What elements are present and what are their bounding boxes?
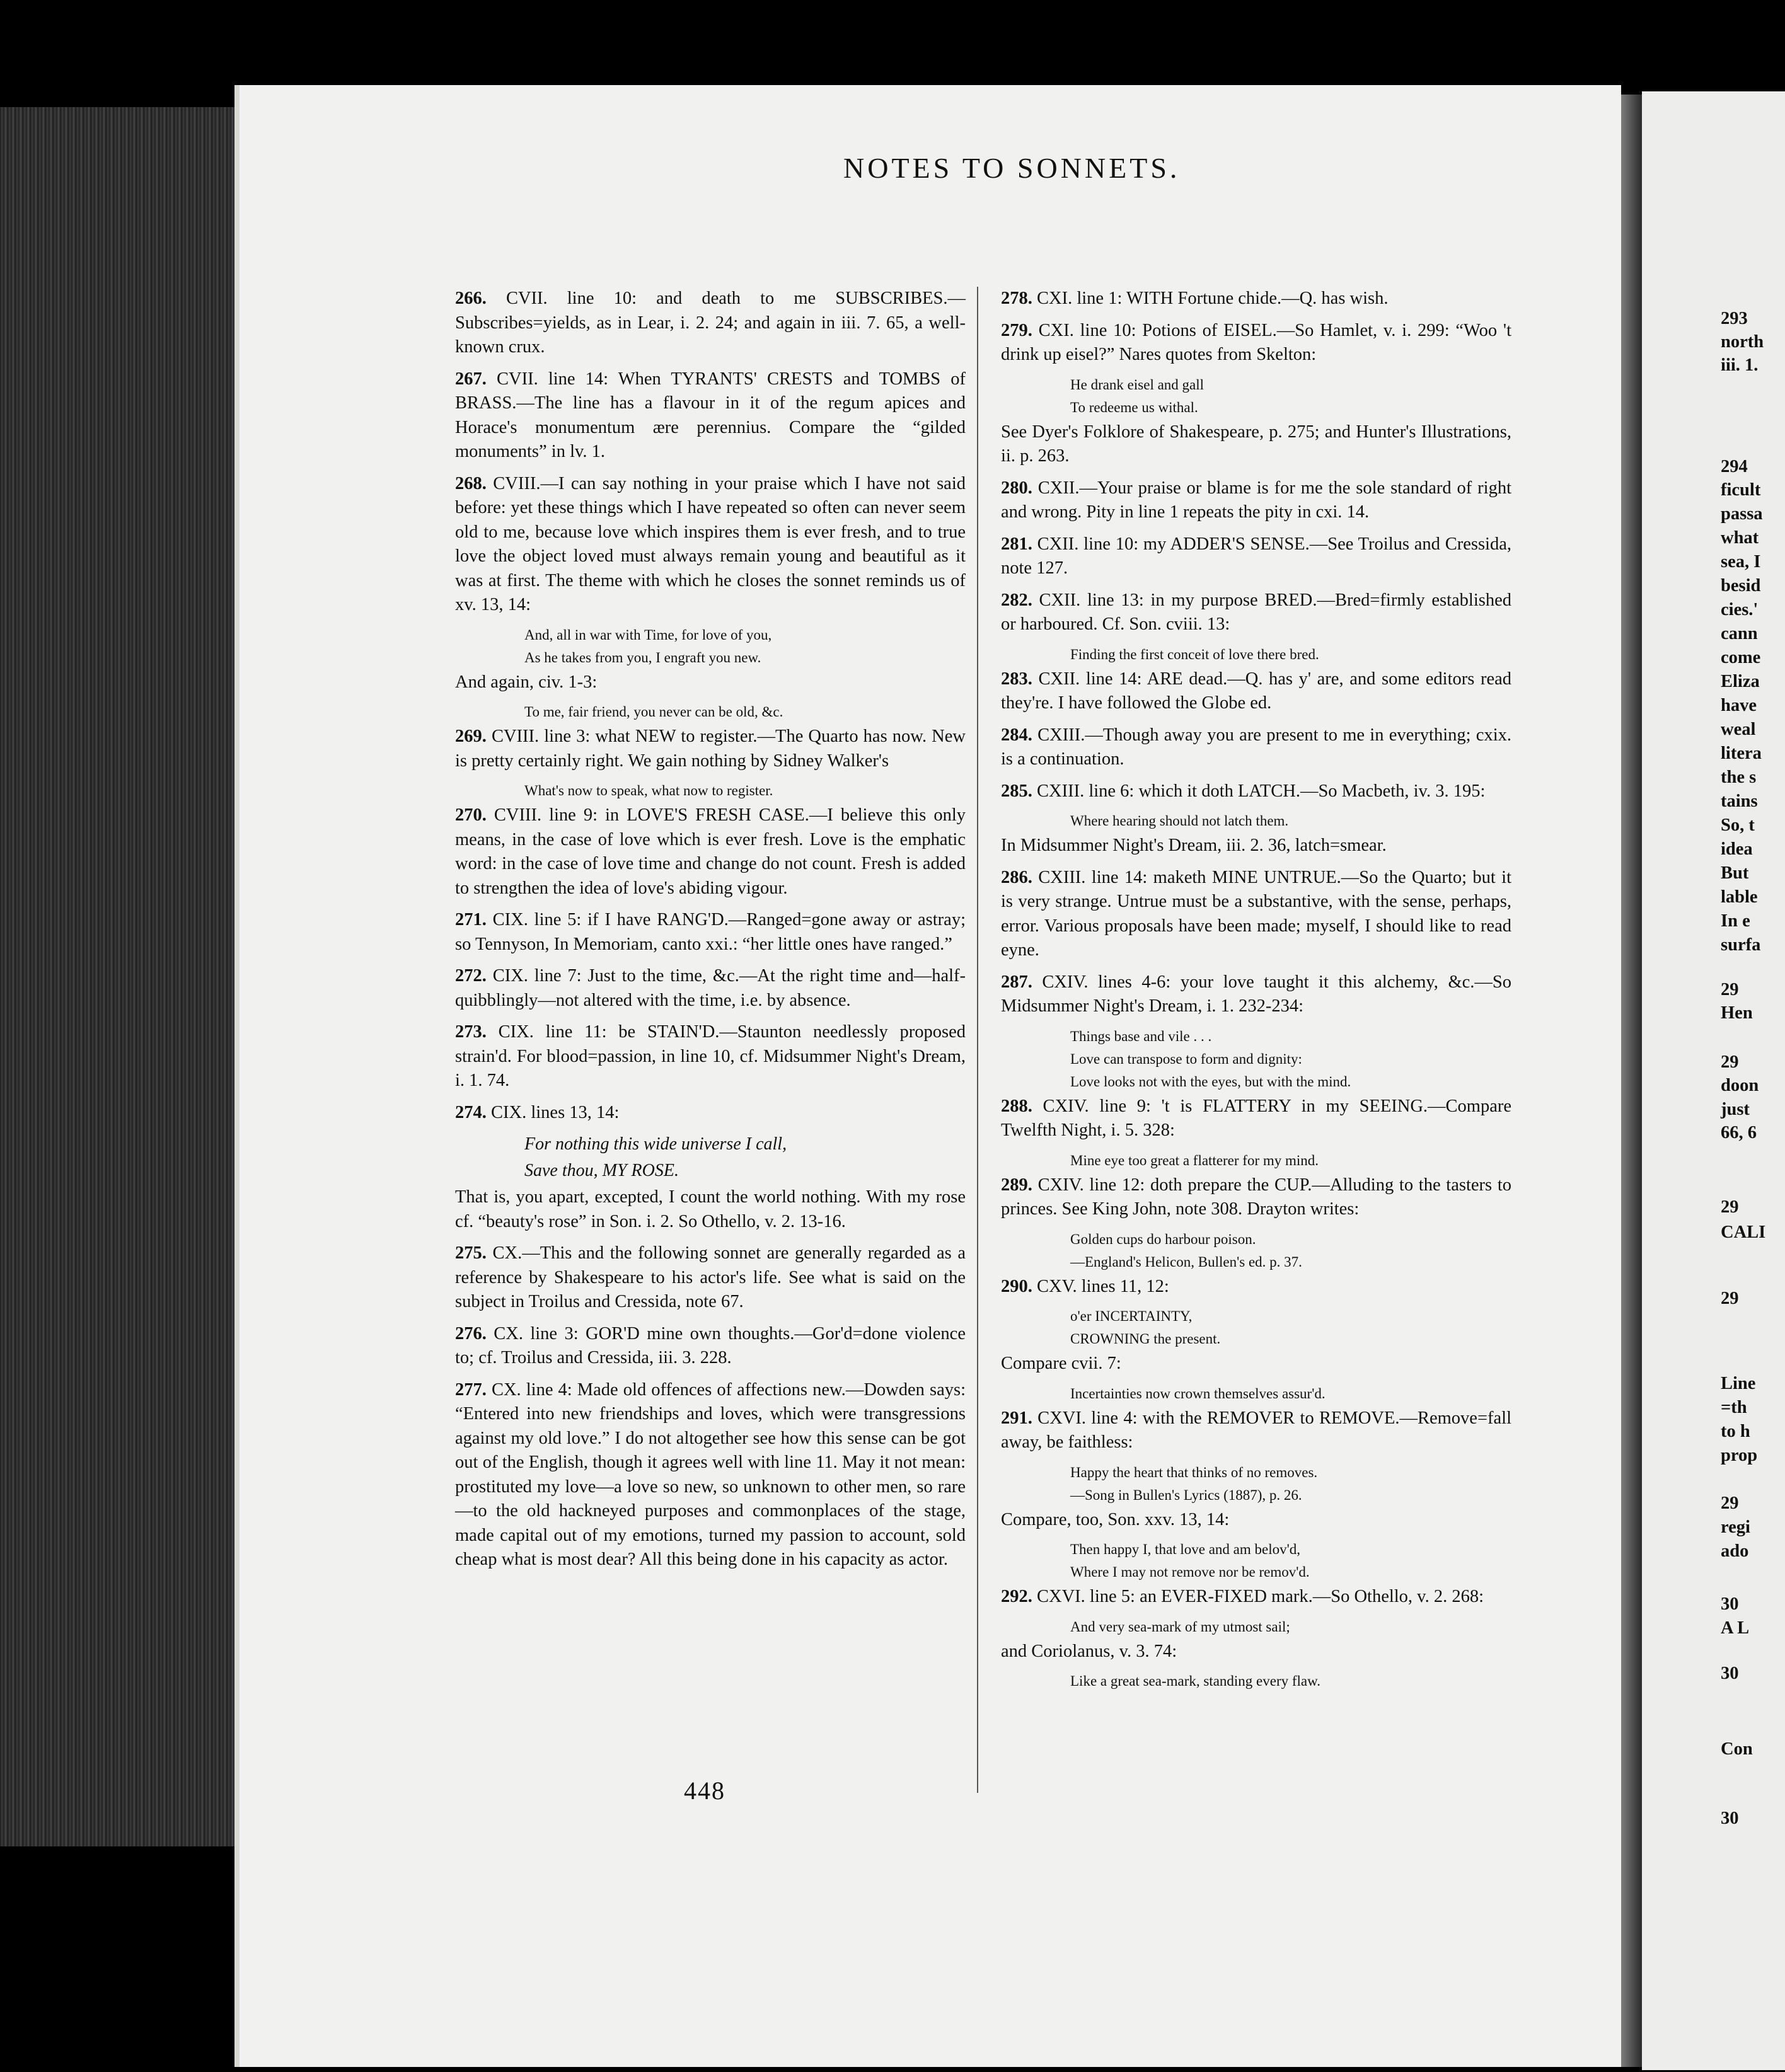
quotation-line: Where I may not remove nor be remov'd. bbox=[1070, 1564, 1310, 1580]
note-number: 275. bbox=[455, 1243, 487, 1263]
next-page-text-fragment: 30 bbox=[1721, 1594, 1739, 1614]
note-275 bbox=[455, 1241, 966, 1315]
next-page-text-fragment: sea, I bbox=[1721, 552, 1761, 572]
note-continuation: And again, civ. 1-3: bbox=[455, 672, 598, 692]
note-number: 266. bbox=[455, 289, 487, 308]
next-page-text-fragment: But bbox=[1721, 863, 1749, 883]
next-page-text-fragment: doon bbox=[1721, 1076, 1759, 1095]
next-page-text-fragment: So, t bbox=[1721, 815, 1755, 835]
quotation-line: Incertainties now crown themselves assur'd. bbox=[1070, 1385, 1326, 1401]
note-number: 270. bbox=[455, 805, 487, 825]
note-287 bbox=[1001, 970, 1511, 1019]
next-page-text-fragment: ficult bbox=[1721, 480, 1761, 500]
note-continuation: In Midsummer Night's Dream, iii. 2. 36, latch=smear. bbox=[1001, 836, 1387, 855]
note-number: 292. bbox=[1001, 1587, 1032, 1606]
note-273 bbox=[455, 1020, 966, 1093]
note-number: 291. bbox=[1001, 1408, 1032, 1428]
next-page-text-fragment: 29 bbox=[1721, 980, 1739, 999]
next-page-text-fragment: prop bbox=[1721, 1446, 1758, 1465]
note-text: CXIII. line 6: which it doth LATCH.—So Macbeth, iv. 3. 195: bbox=[1032, 781, 1486, 801]
note-285 bbox=[1001, 780, 1511, 804]
note-266 bbox=[455, 287, 966, 360]
note-text: CIX. line 11: be STAIN'D.—Staunton needlessly proposed strain'd. For blood=passion, in line 10, cf. Midsummer Night's Dream, i. 1. 74. bbox=[455, 1022, 966, 1090]
note-number: 277. bbox=[455, 1379, 487, 1400]
note-291 bbox=[1001, 1407, 1511, 1455]
note-number: 289. bbox=[1001, 1175, 1032, 1195]
note-text: CXII. line 10: my ADDER'S SENSE.—See Troilus and Cressida, note 127. bbox=[1001, 534, 1511, 578]
note-number: 278. bbox=[1001, 289, 1032, 308]
note-number: 272. bbox=[455, 966, 487, 986]
note-text: CVII. line 14: When TYRANTS' CRESTS and TOMBS of BRASS.—The line has a flavour in it of the regum apices and Horace's monumentum ære perennius. Compare the “gilded monuments” in lv. 1. bbox=[455, 369, 966, 461]
next-page-text-fragment: idea bbox=[1721, 839, 1753, 859]
quotation-line: CROWNING the present. bbox=[1070, 1331, 1221, 1347]
quotation-line: As he takes from you, I engraft you new. bbox=[524, 649, 761, 665]
note-continuation: Compare, too, Son. xxv. 13, 14: bbox=[1001, 1509, 1230, 1529]
next-page-text-fragment: Eliza bbox=[1721, 672, 1760, 691]
note-text: CIX. lines 13, 14: bbox=[486, 1102, 620, 1122]
note-text: CX.—This and the following sonnet are generally regarded as a reference by Shakespeare to his actor's life. See what is said on the subject in Troilus and Cressida, note 67. bbox=[455, 1243, 966, 1311]
note-279 bbox=[1001, 319, 1511, 367]
note-289 bbox=[1001, 1173, 1511, 1222]
page-number: 448 bbox=[684, 1776, 725, 1805]
note-text: CXII. line 14: ARE dead.—Q. has y' are, and some editors read they're. I have followed the Globe ed. bbox=[1001, 669, 1511, 713]
note-number: 269. bbox=[455, 727, 487, 746]
next-page-text-fragment: just bbox=[1721, 1100, 1750, 1119]
quotation-line: Things base and vile . . . bbox=[1070, 1028, 1212, 1044]
next-page-text-fragment: 30 bbox=[1721, 1664, 1739, 1683]
column-divider bbox=[977, 287, 978, 1793]
note-text: CXI. line 1: WITH Fortune chide.—Q. has wish. bbox=[1032, 289, 1389, 308]
note-280 bbox=[1001, 476, 1511, 525]
right-column bbox=[1001, 287, 1511, 1694]
note-text: CIX. line 5: if I have RANG'D.—Ranged=gone away or astray; so Tennyson, In Memoriam, canto xxi.: “her little ones have ranged.” bbox=[455, 910, 966, 954]
next-page-text-fragment: In e bbox=[1721, 911, 1750, 931]
note-continuation: See Dyer's Folklore of Shakespeare, p. 275; and Hunter's Illustrations, ii. p. 263. bbox=[1001, 422, 1511, 466]
note-281 bbox=[1001, 532, 1511, 581]
quotation-line: He drank eisel and gall bbox=[1070, 376, 1204, 393]
next-page-text-fragment: cann bbox=[1721, 624, 1758, 643]
note-text: CXIII.—Though away you are present to me in everything; cxix. is a continuation. bbox=[1001, 725, 1511, 769]
quotation-line: Save thou, MY ROSE. bbox=[524, 1161, 679, 1180]
note-270 bbox=[455, 803, 966, 901]
note-number: 287. bbox=[1001, 972, 1032, 992]
note-text: CXIV. line 9: 't is FLATTERY in my SEEING.—Compare Twelfth Night, i. 5. 328: bbox=[1001, 1096, 1511, 1140]
quotation-line: To me, fair friend, you never can be old, &c. bbox=[524, 704, 783, 720]
next-page-text-fragment: come bbox=[1721, 648, 1761, 667]
next-page-text-fragment: ado bbox=[1721, 1541, 1749, 1561]
note-number: 279. bbox=[1001, 320, 1032, 340]
note-continuation: and Coriolanus, v. 3. 74: bbox=[1001, 1641, 1177, 1661]
next-page-text-fragment: 29 bbox=[1721, 1289, 1739, 1308]
next-page-text-fragment: 29 bbox=[1721, 1052, 1739, 1072]
next-page-text-fragment: CALI bbox=[1721, 1223, 1766, 1242]
next-page-text-fragment: have bbox=[1721, 696, 1757, 715]
note-283 bbox=[1001, 667, 1511, 716]
note-text: CXV. lines 11, 12: bbox=[1032, 1276, 1169, 1296]
note-number: 280. bbox=[1001, 478, 1032, 498]
note-number: 284. bbox=[1001, 725, 1032, 745]
note-text: CVIII. line 9: in LOVE'S FRESH CASE.—I believe this only means, in the case of love which is ever fresh. Love is the emphatic word: in the case of love time and change do not count. Fresh is added to strengthen the idea of love's abiding vigour. bbox=[455, 805, 966, 898]
book-page-edges bbox=[0, 107, 234, 1846]
next-page-text-fragment: Hen bbox=[1721, 1003, 1753, 1023]
next-page-text-fragment: weal bbox=[1721, 720, 1756, 739]
next-page-text-fragment: what bbox=[1721, 528, 1759, 548]
quotation-line: Golden cups do harbour poison. bbox=[1070, 1231, 1256, 1247]
quotation-line: To redeeme us withal. bbox=[1070, 399, 1198, 415]
next-page-text-fragment: iii. 1. bbox=[1721, 355, 1759, 375]
note-268 bbox=[455, 472, 966, 618]
next-page-text-fragment: cies.' bbox=[1721, 600, 1759, 619]
note-text: CVIII.—I can say nothing in your praise which I have not said before: yet these things which I have repeated so often can never seem old to me, because love which inspires them is ever fresh, and to true love the object loved must always remain young and beautiful as it was at first. The theme with which he closes the sonnet reminds us of xv. 13, 14: bbox=[455, 473, 966, 614]
next-page-text-fragment: surfa bbox=[1721, 935, 1761, 955]
next-page-text-fragment: the s bbox=[1721, 768, 1757, 787]
note-number: 274. bbox=[455, 1102, 487, 1122]
note-number: 285. bbox=[1001, 781, 1032, 801]
note-text: CX. line 3: GOR'D mine own thoughts.—Gor'd=done violence to; cf. Troilus and Cressida, iii. 3. 228. bbox=[455, 1323, 966, 1367]
next-page-text-fragment: lable bbox=[1721, 887, 1758, 907]
quotation-line: o'er INCERTAINTY, bbox=[1070, 1308, 1193, 1324]
next-page-text-fragment: 294 bbox=[1721, 457, 1748, 476]
next-page-text-fragment: A L bbox=[1721, 1618, 1750, 1638]
note-number: 281. bbox=[1001, 534, 1032, 554]
note-continuation: Compare cvii. 7: bbox=[1001, 1354, 1121, 1373]
note-number: 288. bbox=[1001, 1096, 1032, 1116]
next-page-text-fragment: 293 bbox=[1721, 309, 1748, 328]
note-271 bbox=[455, 908, 966, 957]
next-page-text-fragment: 29 bbox=[1721, 1494, 1739, 1513]
next-page-text-fragment: north bbox=[1721, 332, 1764, 352]
quotation-line: —Song in Bullen's Lyrics (1887), p. 26. bbox=[1070, 1487, 1302, 1503]
note-text: CXIV. lines 4-6: your love taught it this alchemy, &c.—So Midsummer Night's Dream, i. 1. 232-234: bbox=[1001, 972, 1511, 1016]
note-286 bbox=[1001, 866, 1511, 963]
quotation-line: —England's Helicon, Bullen's ed. p. 37. bbox=[1070, 1253, 1302, 1270]
note-number: 286. bbox=[1001, 867, 1032, 887]
quotation-line: Mine eye too great a flatterer for my mind. bbox=[1070, 1152, 1319, 1168]
note-276 bbox=[455, 1322, 966, 1371]
note-number: 267. bbox=[455, 369, 487, 389]
note-number: 276. bbox=[455, 1323, 487, 1344]
left-column bbox=[455, 287, 966, 1580]
note-269 bbox=[455, 725, 966, 773]
note-292 bbox=[1001, 1585, 1511, 1609]
next-page-text-fragment: passa bbox=[1721, 504, 1763, 524]
quotation-line: Love looks not with the eyes, but with the mind. bbox=[1070, 1073, 1351, 1090]
quotation-line: Then happy I, that love and am belov'd, bbox=[1070, 1541, 1301, 1557]
next-page-text-fragment: 29 bbox=[1721, 1197, 1739, 1217]
next-page-text-fragment: to h bbox=[1721, 1422, 1750, 1441]
note-number: 282. bbox=[1001, 590, 1032, 610]
note-278 bbox=[1001, 287, 1511, 311]
quotation-line: Happy the heart that thinks of no removes. bbox=[1070, 1464, 1318, 1480]
next-page-text-fragment: 66, 6 bbox=[1721, 1123, 1757, 1142]
note-number: 268. bbox=[455, 473, 487, 493]
next-page-text-fragment: tains bbox=[1721, 791, 1758, 811]
quotation-line: Where hearing should not latch them. bbox=[1070, 813, 1289, 829]
note-272 bbox=[455, 964, 966, 1013]
quotation-line: Finding the first conceit of love there bred. bbox=[1070, 646, 1319, 662]
note-text: CXIII. line 14: maketh MINE UNTRUE.—So the Quarto; but it is very strange. Untrue must be a substantive, with the sense, perhaps, error. Various proposals have been made; myself, I should like to read eyne. bbox=[1001, 867, 1511, 960]
note-text: CXII. line 13: in my purpose BRED.—Bred=firmly established or harboured. Cf. Son. cviii. 13: bbox=[1001, 590, 1511, 634]
note-288 bbox=[1001, 1095, 1511, 1143]
next-page-fragment bbox=[1642, 91, 1785, 2070]
note-number: 271. bbox=[455, 910, 487, 930]
note-continuation: That is, you apart, excepted, I count the world nothing. With my rose cf. “beauty's rose” in Son. i. 2. So Othello, v. 2. 13-16. bbox=[455, 1187, 966, 1231]
next-page-text-fragment: regi bbox=[1721, 1517, 1750, 1537]
quotation-line: What's now to speak, what now to register. bbox=[524, 783, 773, 798]
note-274 bbox=[455, 1101, 966, 1125]
note-267 bbox=[455, 367, 966, 464]
note-text: CXI. line 10: Potions of EISEL.—So Hamlet, v. i. 299: “Woo 't drink up eisel?” Nares quotes from Skelton: bbox=[1001, 320, 1511, 364]
next-page-text-fragment: 30 bbox=[1721, 1809, 1739, 1828]
note-284 bbox=[1001, 723, 1511, 772]
note-text: CXVI. line 5: an EVER-FIXED mark.—So Othello, v. 2. 268: bbox=[1032, 1587, 1484, 1606]
note-text: CXIV. line 12: doth prepare the CUP.—Alluding to the tasters to princes. See King John, note 308. Drayton writes: bbox=[1001, 1175, 1511, 1219]
quotation-line: For nothing this wide universe I call, bbox=[524, 1134, 787, 1154]
next-page-text-fragment: Line bbox=[1721, 1374, 1756, 1393]
next-page-text-fragment: litera bbox=[1721, 744, 1762, 763]
quotation-line: And very sea-mark of my utmost sail; bbox=[1070, 1618, 1290, 1635]
note-text: CX. line 4: Made old offences of affections new.—Dowden says: “Entered into new friendships and loves, which were transgressions against my old love.” I do not altogether see how this sense can be got out of the English, though it agrees well with line 11. May it not mean: prostituted my love—a love so new, so unknown to other men, so rare—to the old hackneyed purposes and commonplaces of the stage, made capital out of my emotions, turned my passion to account, sold cheap what is most dear? All this being done in his capacity as actor. bbox=[455, 1379, 966, 1569]
note-number: 290. bbox=[1001, 1276, 1032, 1296]
note-number: 273. bbox=[455, 1022, 487, 1042]
quotation-line: Like a great sea-mark, standing every flaw. bbox=[1070, 1673, 1320, 1689]
note-text: CVIII. line 3: what NEW to register.—The Quarto has now. New is pretty certainly right. We gain nothing by Sidney Walker's bbox=[455, 727, 966, 771]
next-page-text-fragment: besid bbox=[1721, 576, 1761, 596]
next-page-text-fragment: =th bbox=[1721, 1398, 1747, 1417]
note-282 bbox=[1001, 589, 1511, 637]
note-text: CXVI. line 4: with the REMOVER to REMOVE.—Remove=fall away, be faithless: bbox=[1001, 1408, 1511, 1452]
note-text: CXII.—Your praise or blame is for me the sole standard of right and wrong. Pity in line 1 repeats the pity in cxi. 14. bbox=[1001, 478, 1511, 522]
note-text: CVII. line 10: and death to me SUBSCRIBES.—Subscribes=yields, as in Lear, i. 2. 24; and again in iii. 7. 65, a well-known crux. bbox=[455, 289, 966, 357]
note-277 bbox=[455, 1378, 966, 1572]
note-number: 283. bbox=[1001, 669, 1032, 689]
quotation-line: Love can transpose to form and dignity: bbox=[1070, 1050, 1302, 1067]
quotation-line: And, all in war with Time, for love of you, bbox=[524, 626, 772, 643]
next-page-text-fragment: Con bbox=[1721, 1739, 1753, 1759]
note-text: CIX. line 7: Just to the time, &c.—At the right time and—half-quibblingly—not altered with the time, i.e. by absence. bbox=[455, 966, 966, 1010]
note-290 bbox=[1001, 1275, 1511, 1299]
